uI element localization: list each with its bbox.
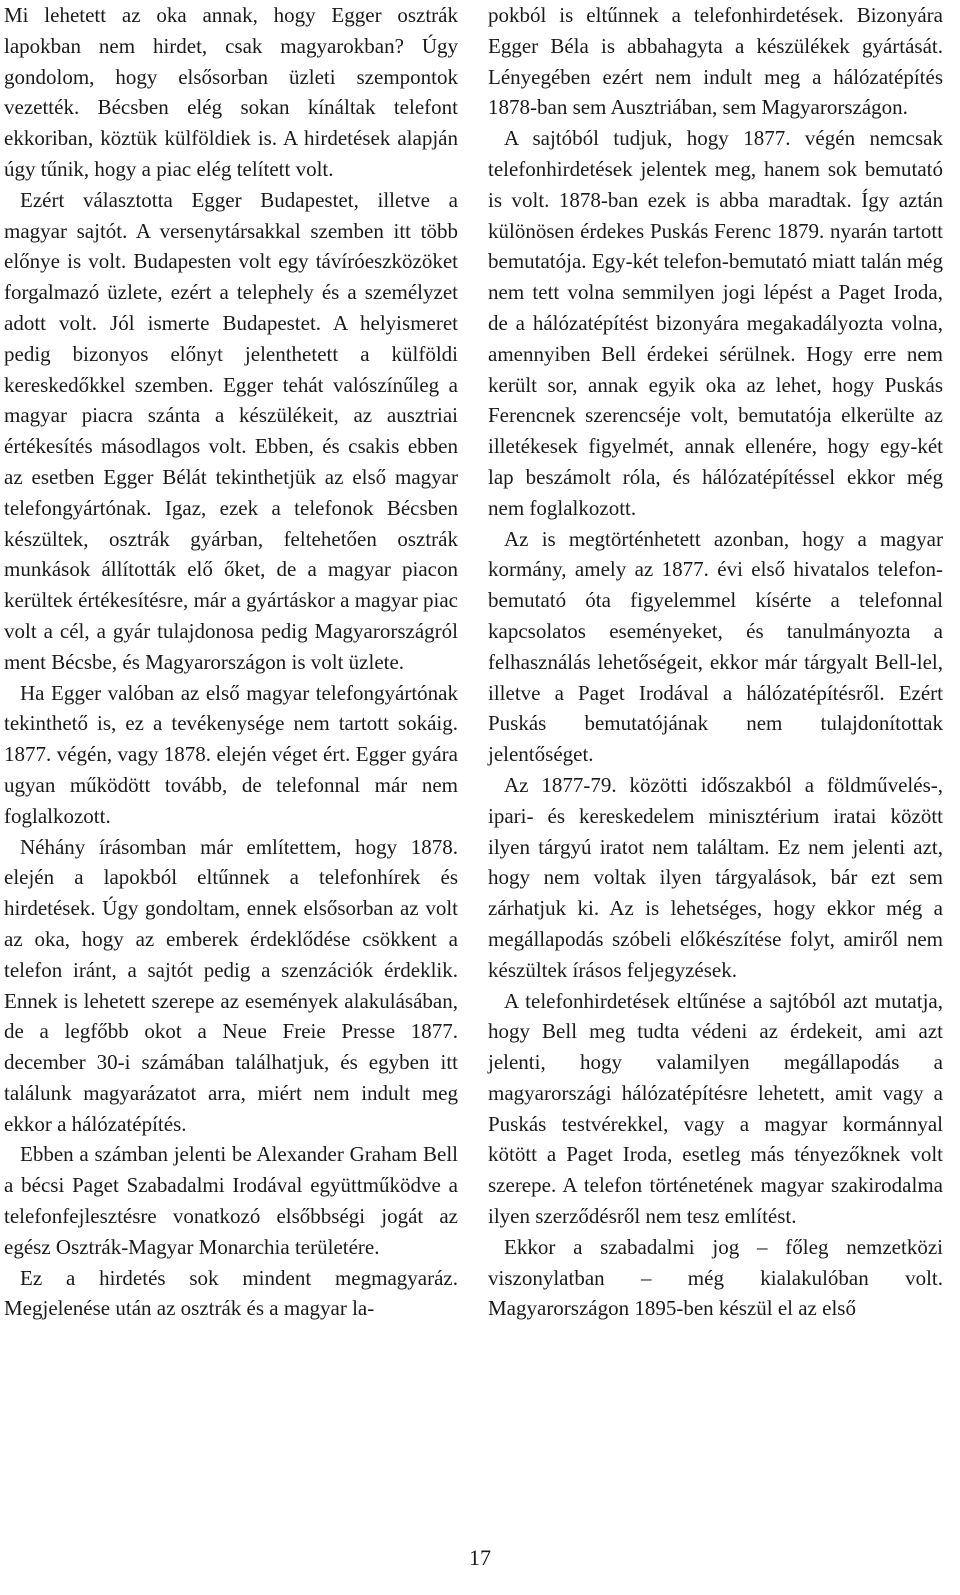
paragraph: Az 1877-79. közötti időszakból a földművelés-, ipari- és kereskedelem minisztérium iratai között ilyen tárgyú iratot nem találtam. Ez nem jelenti azt, hogy nem voltak ilyen tárgyalások, bár ezt sem zárhatjuk ki. Az is lehetséges, hogy ekkor még a megállapodás szóbeli előkészítése folyt, amiről nem készültek írásos feljegyzések. (488, 772, 943, 982)
paragraph: Ezért választotta Egger Budapestet, illetve a magyar sajtót. A versenytársakkal szemben itt több előnye is volt. Budapesten volt egy távíróeszközöket forgalmazó üzlete, ezért a telephely és a személyzet adott volt. Jól ismerte Budapestet. A helyismeret pedig bizonyos előnyt jelenthetett a külföldi kereskedőkkel szemben. Egger tehát valószínűleg a magyar piacra szánta a készülékeit, az ausztriai értékesítés másodlagos volt. Ebben, és csakis ebben az esetben Egger Bélát tekinthetjük az első magyar telefongyártónak. Igaz, ezek a telefonok Bécsben készültek, osztrák gyárban, feltehetően osztrák munkások állították elő őket, de a magyar piacon kerültek értékesítésre, már a gyártáskor a magyar piac volt a cél, a gyár tulajdonosa pedig Magyarországról ment Bécsbe, és Magyarországon is volt üzlete. (4, 187, 458, 674)
left-text-column (4, 0, 458, 1324)
page-number: 17 (469, 1545, 491, 1570)
paragraph: A sajtóból tudjuk, hogy 1877. végén nemcsak telefonhirdetések jelentek meg, hanem sok bemutató is volt. 1878-ban ezek is abba maradtak. Így aztán különösen érdekes Puskás Ferenc 1879. nyarán tartott bemutatója. Egy-két telefon-bemutató miatt talán még nem tett volna semmilyen jogi lépést a Paget Iroda, de a hálózatépítést bizonyára megakadályozta volna, amennyiben Bell érdekei sérülnek. Hogy erre nem került sor, annak egyik oka az lehet, hogy Puskás Ferencnek szerencséje volt, bemutatója elkerülte az illetékesek figyelmét, annak ellenére, hogy egy-két lap beszámolt róla, és hálózatépítéssel ekkor még nem foglalkozott. (488, 126, 943, 520)
paragraph: A telefonhirdetések eltűnése a sajtóból azt mutatja, hogy Bell meg tudta védeni az érdekeit, ami azt jelenti, hogy valamilyen megállapodás a magyarországi hálózatépítésre lehetett, amit vagy a Puskás testvérekkel, vagy a magyar kormánnyal kötött a Paget Iroda, esetleg más tényezőknek volt szerepe. A telefon történetének magyar szakirodalma ilyen szerződésről nem tesz említést. (488, 988, 943, 1229)
paragraph: Néhány írásomban már említettem, hogy 1878. elején a lapokból eltűnnek a telefonhírek és hirdetések. Úgy gondoltam, ennek elsősorban az volt az oka, hogy az emberek érdeklődése csökkent a telefon iránt, a sajtót pedig a szenzációk érdeklik. Ennek is lehetett szerepe az események alakulásában, de a legfőbb okot a Neue Freie Presse 1877. december 30-i számában találhatjuk, és egyben itt találunk magyarázatot arra, miért nem indult meg ekkor a hálózatépítés. (4, 834, 458, 1136)
paragraph: Mi lehetett az oka annak, hogy Egger osztrák lapokban nem hirdet, csak magyarokban? Úgy gondolom, hogy elsősorban üzleti szempontok vezették. Bécsben elég sokan kínáltak telefont ekkoriban, köztük külföldiek is. A hirdetések alapján úgy tűnik, hogy a piac elég telített volt. (4, 3, 458, 181)
paragraph: Ha Egger valóban az első magyar telefongyártónak tekinthető is, ez a tevékenysége nem tartott sokáig. 1877. végén, vagy 1878. elején véget ért. Egger gyára ugyan működött tovább, de telefonnal már nem foglalkozott. (4, 680, 458, 828)
paragraph: pokból is eltűnnek a telefonhirdetések. Bizonyára Egger Béla is abbahagyta a készülékek gyártását. Lényegében ezért nem indult meg a hálózatépítés 1878-ban sem Ausztriában, sem Magyarországon. (488, 3, 943, 120)
paragraph: Ekkor a szabadalmi jog – főleg nemzetközi viszonylatban – még kialakulóban volt. Magyarországon 1895-ben készül el az első (488, 1234, 943, 1321)
paragraph: Ebben a számban jelenti be Alexander Graham Bell a bécsi Paget Szabadalmi Irodával együttműködve a telefonfejlesztésre vonatkozó elsőbbségi jogát az egész Osztrák-Magyar Monarchia területére. (4, 1142, 458, 1259)
paragraph: Az is megtörténhetett azonban, hogy a magyar kormány, amely az 1877. évi első hivatalos telefon-bemutató óta figyelemmel kísérte a telefonnal kapcsolatos eseményeket, és tanulmányozta a felhasználás lehetőségeit, ekkor már tárgyalt Bell-lel, illetve a Paget Irodával a hálózatépítésről. Ezért Puskás bemutatójának nem tulajdonítottak jelentőséget. (488, 526, 943, 767)
right-text-column (488, 0, 943, 1324)
paragraph: Ez a hirdetés sok mindent megmagyaráz. Megjelenése után az osztrák és a magyar la- (4, 1265, 458, 1321)
